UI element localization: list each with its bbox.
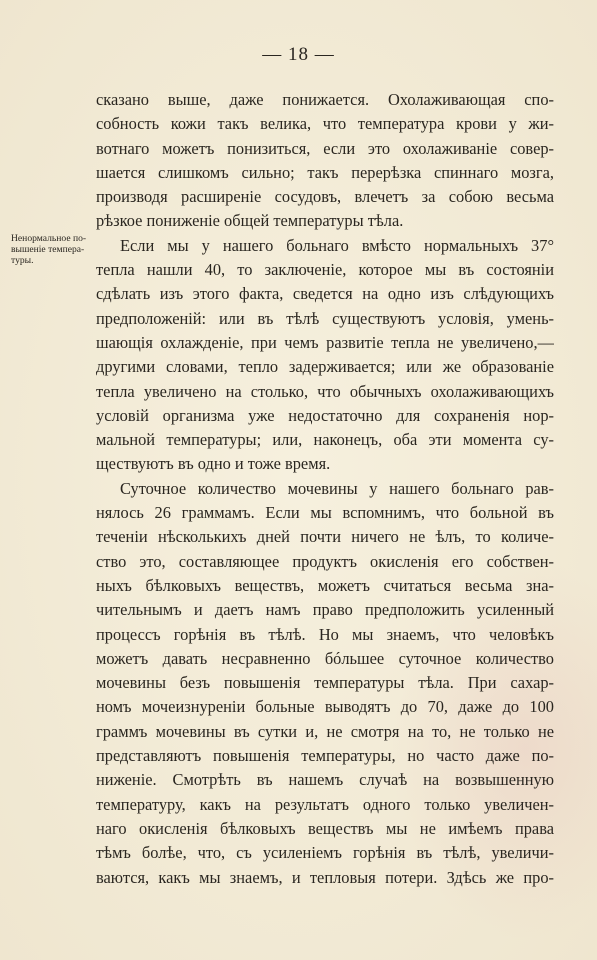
text-line: производя расширеніе сосудовъ, влечетъ за собою весьма [96, 187, 554, 207]
text-line: рѣзкое пониженіе общей температуры тѣла. [96, 211, 404, 231]
text-line: процессъ горѣнія въ тѣлѣ. Но мы знаемъ, что человѣкъ [96, 624, 554, 644]
text-line: тепла увеличено на столько, что обычныхъ охолаживающихъ [96, 381, 554, 401]
margin-note-line: туры. [11, 255, 34, 266]
text-line: ство это, составляющее продуктъ окисленія его собствен- [96, 551, 554, 571]
text-line: нялось 26 граммамъ. Если мы вспомнимъ, что больной въ [96, 503, 554, 523]
text-line: чительнымъ и даетъ намъ право предположить усиленный [96, 600, 554, 620]
text-line: собность кожи такъ велика, что температура крови у жи- [96, 114, 554, 134]
text-line: теченіи нѣсколькихъ дней почти ничего не ѣлъ, то количе- [96, 527, 554, 547]
text-line: сдѣлать изъ этого факта, сведется на одно изъ слѣдующихъ [96, 284, 554, 304]
text-line: шающія охлажденіе, при чемъ развитіе тепла не увеличено,— [96, 332, 554, 352]
text-line: шается слишкомъ сильно; такъ перерѣзка спиннаго мозга, [96, 162, 554, 182]
text-line: температуру, какъ на результатъ одного только увеличен- [96, 794, 554, 814]
text-line: мочевины безъ повышенія температуры тѣла. При сахар- [96, 673, 554, 693]
text-line: представляютъ повышенія температуры, но часто даже по- [96, 746, 554, 766]
text-line: сказано выше, даже понижается. Охолаживающая спо- [96, 90, 554, 109]
text-line: граммъ мочевины въ сутки и, не смотря на то, не только не [96, 721, 554, 741]
text-line: тѣмъ болѣе, что, съ усиленіемъ горѣнія въ тѣлѣ, увеличи- [96, 843, 554, 863]
text-line: условій организма уже недостаточно для сохраненія нор- [96, 405, 554, 425]
text-line: Если мы у нашего больнаго вмѣсто нормальныхъ 37° [120, 235, 554, 255]
text-line: ществуютъ въ одно и тоже время. [96, 454, 331, 474]
text-line: другими словами, тепло задерживается; или же образованіе [96, 357, 554, 377]
text-line: ваются, какъ мы знаемъ, и тепловыя потери. Здѣсь же про- [96, 867, 554, 887]
margin-note [11, 233, 103, 266]
text-line: номъ мочеизнуреніи больные выводятъ до 70, даже до 100 [96, 697, 554, 717]
text-line: можетъ давать несравненно бóльшее суточное количество [96, 648, 554, 668]
margin-note-line: Ненормальное по- [11, 233, 87, 244]
text-line: вотнаго можетъ понизиться, если это охолаживаніе совер- [96, 138, 554, 158]
text-line: Суточное количество мочевины у нашего больнаго рав- [120, 478, 554, 498]
body-text [96, 88, 554, 890]
page-number: — 18 — [262, 44, 335, 65]
text-line: предположеній: или въ тѣлѣ существуютъ условія, умень- [96, 308, 554, 328]
text-line: ныхъ бѣлковыхъ веществъ, можетъ считаться весьма зна- [96, 575, 554, 595]
text-line: мальной температуры; или, наконецъ, оба эти момента су- [96, 430, 554, 450]
text-line: тепла нашли 40, то заключеніе, которое мы въ состояніи [96, 260, 554, 280]
margin-note-line: вышеніе темпера- [11, 244, 85, 255]
text-line: наго окисленія бѣлковыхъ веществъ мы не имѣемъ права [96, 818, 554, 838]
text-line: ниженіе. Смотрѣть въ нашемъ случаѣ на возвышенную [96, 770, 554, 790]
